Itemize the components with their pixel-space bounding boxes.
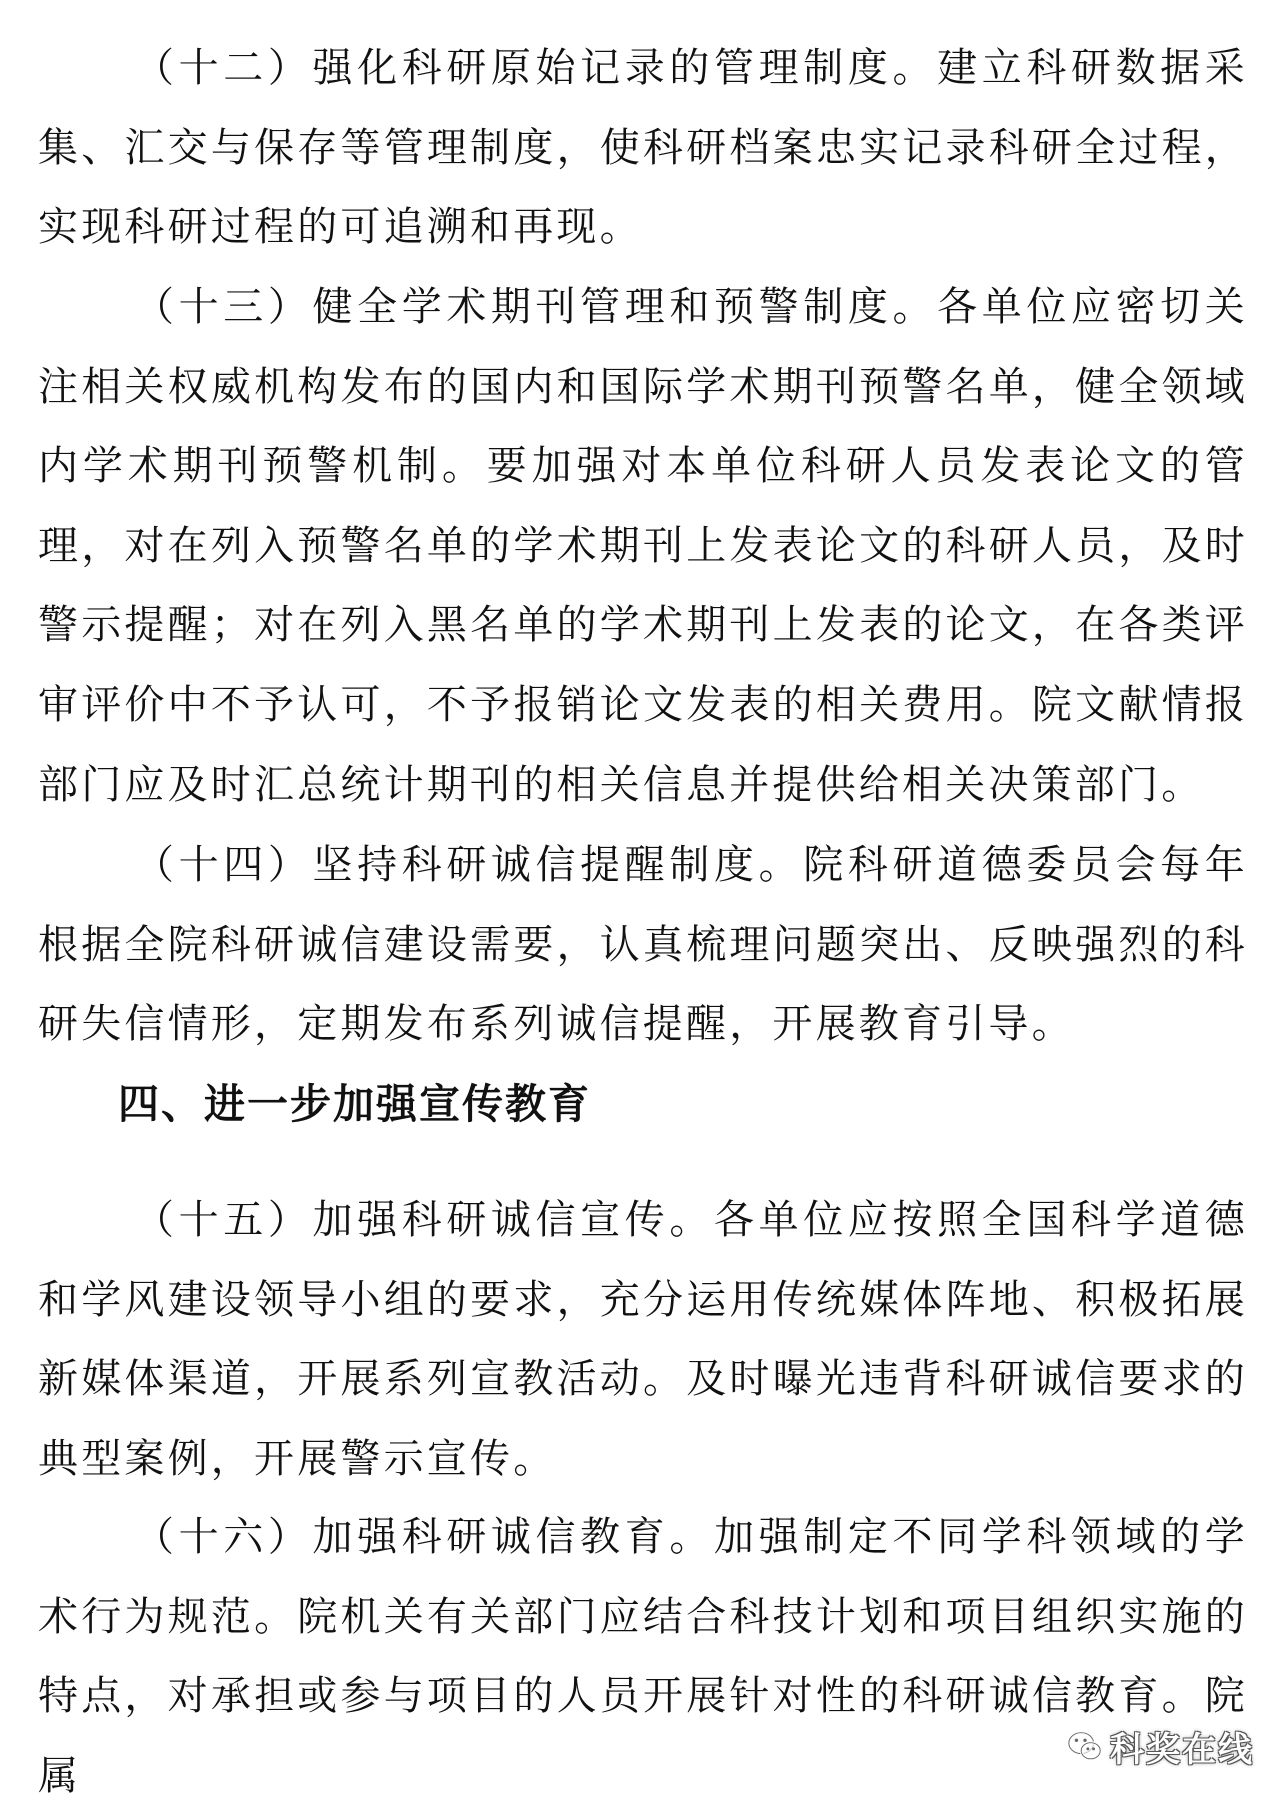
paragraph-15: （十五）加强科研诚信宣传。各单位应按照全国科学道德和学风建设领导小组的要求，充分运用传统媒体阵地、积极拓展新媒体渠道，开展系列宣教活动。及时曝光违背科研诚信要求的典型案例，开展警示宣传。 <box>38 1197 1248 1482</box>
section-heading: 四、进一步加强宣传教育 <box>118 1080 591 1128</box>
wechat-icon <box>1066 1727 1104 1765</box>
paragraph-13: （十三）健全学术期刊管理和预警制度。各单位应密切关注相关权威机构发布的国内和国际学术期刊预警名单，健全领域内学术期刊预警机制。要加强对本单位科研人员发表论文的管理，对在列入预警名单的学术期刊上发表论文的科研人员，及时警示提醒；对在列入黑名单的学术期刊上发表的论文，在各类评审评价中不予认可，不予报销论文发表的相关费用。院文献情报部门应及时汇总统计期刊的相关信息并提供给相关决策部门。 <box>38 284 1248 808</box>
paragraph-16: （十六）加强科研诚信教育。加强制定不同学科领域的学术行为规范。院机关有关部门应结合科技计划和项目组织实施的特点，对承担或参与项目的人员开展针对性的科研诚信教育。院属 <box>38 1514 1248 1799</box>
paragraph-12: （十二）强化科研原始记录的管理制度。建立科研数据采集、汇交与保存等管理制度，使科研档案忠实记录科研全过程，实现科研过程的可追溯和再现。 <box>38 45 1248 251</box>
paragraph-14: （十四）坚持科研诚信提醒制度。院科研道德委员会每年根据全院科研诚信建设需要，认真梳理问题突出、反映强烈的科研失信情形，定期发布系列诚信提醒，开展教育引导。 <box>38 842 1248 1048</box>
watermark-text: 科奖在线 <box>1110 1729 1254 1770</box>
watermark <box>1058 1721 1266 1771</box>
